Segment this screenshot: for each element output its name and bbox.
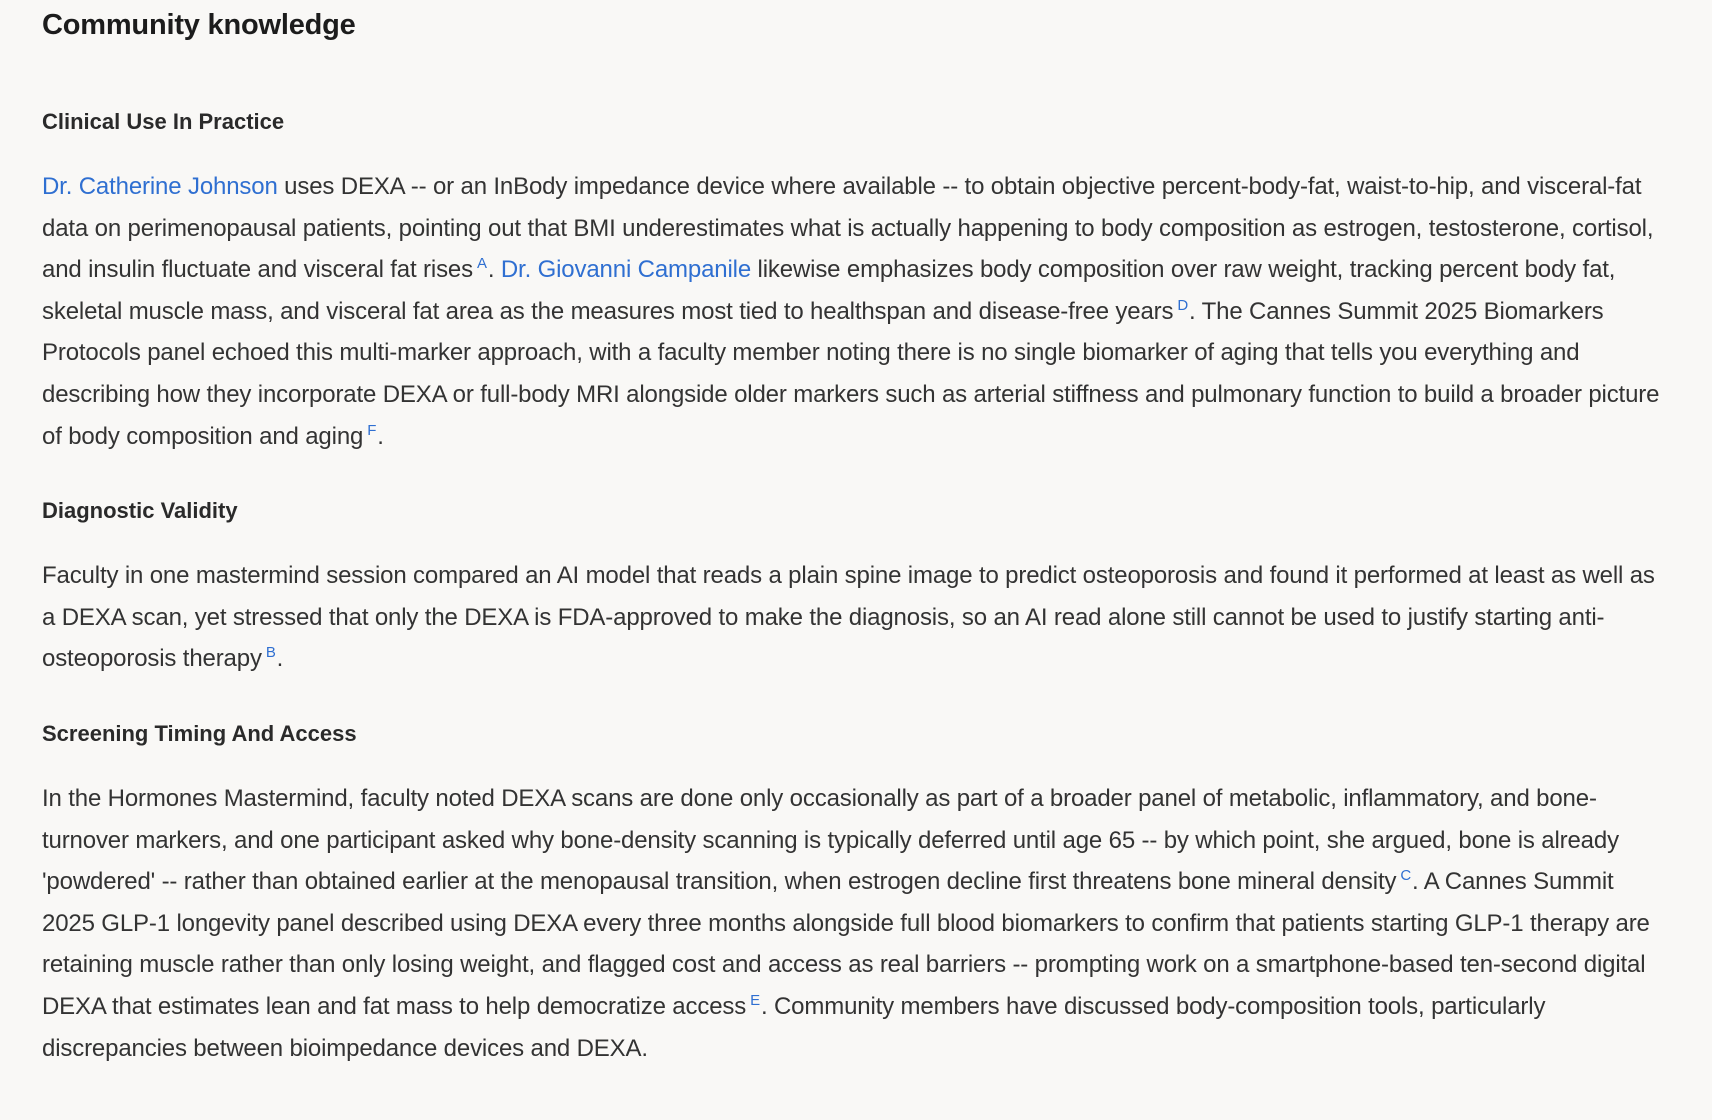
section-heading-diagnostic-validity: Diagnostic Validity — [42, 498, 238, 524]
citation-b[interactable]: B — [265, 644, 276, 662]
paragraph-text: Faculty in one mastermind session compared an AI model that reads a plain spine image to predict osteoporosis and found it performed at least as well as a DEXA scan, yet stressed that only the DEXA is FDA-approved to make the diagnosis, so an AI read alone still cannot be used to justify starting anti-osteoporosis therapy — [42, 562, 1655, 673]
section-heading-screening-timing: Screening Timing And Access — [42, 720, 357, 746]
paragraph-text: . — [487, 256, 501, 284]
paragraph-text: . Community members have discussed body-composition tools, particularly discrepancies between bioimpedance devices and DEXA. — [42, 992, 1546, 1062]
person-link-catherine-johnson[interactable]: Dr. Catherine Johnson — [42, 173, 278, 200]
paragraph-text: uses DEXA -- or an InBody impedance device where available -- to obtain objective percent-body-fat, waist-to-hip, and visceral-fat data on perimenopausal patients, pointing out that BMI underestimates what is actually happening to body composition as estrogen, testosterone, cortisol, and insulin fluctuate and visceral fat rises — [42, 173, 1654, 284]
page-title: Community knowledge — [42, 9, 356, 41]
paragraph-text: . A Cannes Summit 2025 GLP-1 longevity panel described using DEXA every three months alongside full blood biomarkers to confirm that patients starting GLP-1 therapy are retaining muscle rather than only losing weight, and flagged cost and access as real barriers -- prompting work on a smartphone-based ten-second digital DEXA that estimates lean and fat mass to help democratize access — [42, 868, 1650, 1020]
paragraph-text: In the Hormones Mastermind, faculty noted DEXA scans are done only occasionally as part of a broader panel of metabolic, inflammatory, and bone-turnover markers, and one participant asked why bone-density scanning is typically deferred until age 65 -- by which point, she argued, bone is already 'powdered' -- rather than obtained earlier at the menopausal transition, when estrogen decline first threatens bone mineral density — [42, 784, 1619, 896]
citation-c[interactable]: C — [1400, 867, 1412, 885]
citation-d[interactable]: D — [1177, 296, 1189, 314]
paragraph-text: likewise emphasizes body composition over raw weight, tracking percent body fat, skeletal muscle mass, and visceral fat area as the measures most tied to healthspan and disease-free years — [42, 256, 1616, 325]
section-heading-clinical-use: Clinical Use In Practice — [42, 109, 285, 134]
citation-e[interactable]: E — [750, 991, 760, 1009]
paragraph-text: . The Cannes Summit 2025 Biomarkers Protocols panel echoed this multi-marker approach, with a faculty member noting there is no single biomarker of aging that tells you everything and describing how they incorporate DEXA or full-body MRI alongside older markers such as arterial stiffness and pulmonary function to build a broader picture of body composition and aging — [42, 297, 1660, 450]
citation-f[interactable]: F — [367, 421, 377, 439]
section-paragraph-diagnostic-validity — [42, 555, 1670, 680]
section-paragraph-screening-timing — [42, 778, 1670, 1069]
paragraph-text: . — [377, 422, 384, 450]
paragraph-text: . — [276, 645, 284, 673]
citation-a[interactable]: A — [476, 255, 487, 273]
person-link-giovanni-campanile[interactable]: Dr. Giovanni Campanile — [500, 256, 752, 284]
section-paragraph-clinical-use — [42, 166, 1670, 457]
